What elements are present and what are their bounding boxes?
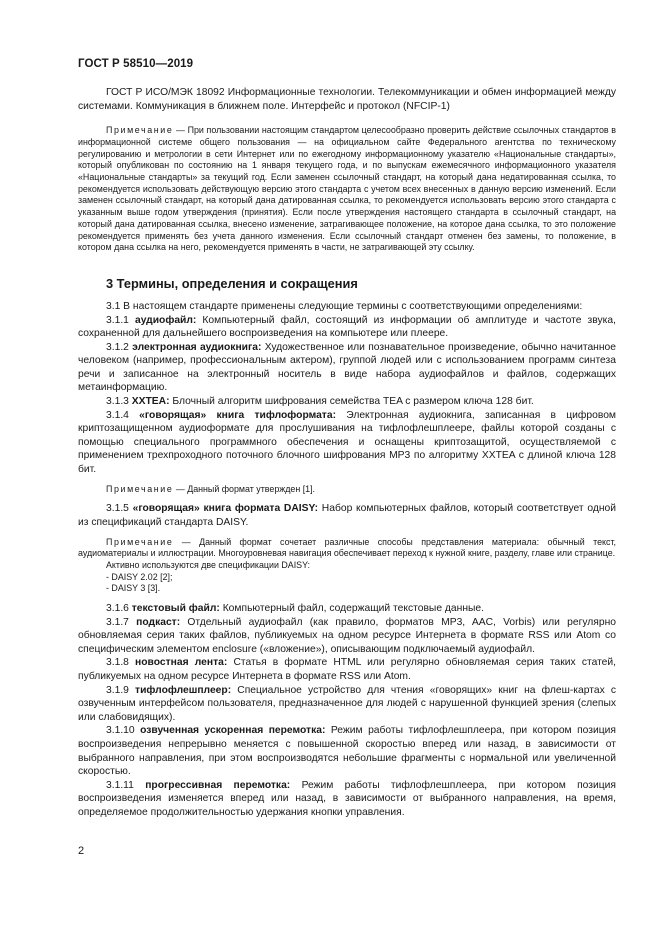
- term-number: 3.1.7: [106, 616, 137, 628]
- term-3-1-7: [78, 616, 616, 657]
- term-name: подкаст:: [136, 616, 181, 628]
- term-3-1-9: [78, 684, 616, 725]
- term-number: 3.1.11: [106, 779, 146, 791]
- section-title: 3 Термины, определения и сокращения: [106, 275, 358, 291]
- term-name: «говорящая» книга тифлоформата:: [139, 409, 337, 421]
- term-name: XXTEA:: [131, 396, 170, 408]
- term-definition: Блочный алгоритм шифрования семейства TEA с размером ключа 128 бит.: [169, 396, 534, 408]
- term-name: электронная аудиокнига:: [132, 341, 262, 353]
- note-text: При пользовании настоящим стандартом целесообразно проверить действие ссылочных стандартов в информационной системе общего пользования — на официальном сайте Федерального агентства по техническому регулированию и метрологии в сети Интернет или по ежегодному информационному указателю «Национальные стандарты», который опубликован по состоянию на 1 января текущего года, и по выпускам ежемесячного информационного указателя «Национальные стандарты» за текущий год. Если заменен ссылочный стандарт, на который дана недатированная ссылка, то рекомендуется использовать действующую версию этого стандарта с учетом всех внесенных в данную версию изменений. Если заменен ссылочный стандарт, на который дана датированная ссылка, то рекомендуется использовать версию этого стандарта с указанным выше годом утверждения (принятия). Если после утверждения настоящего стандарта в ссылочный стандарт, на который дана датированная ссылка, внесено изменение, затрагивающее положение, на которое дана ссылка, то это положение рекомендуется применять без учета данного изменения. Если ссылочный стандарт отменен без замены, то положение, в котором дана ссылка на него, рекомендуется применять в части, не затрагивающей эту ссылку.: [78, 125, 616, 253]
- term-definition: Художественное или познавательное произведение, обычно начитанное человеком (например, профессиональным актером), группой людей или с использованием программ синтеза речи и записанное на электронный носитель в виде набора аудиофайлов и файлов, содержащих метаинформацию.: [78, 341, 617, 394]
- term-3-1-11: [78, 779, 616, 820]
- daisy-list-item: - DAISY 3 [3].: [106, 583, 161, 594]
- term-definition: Набор компьютерных файлов, который соответствует одной из спецификаций стандарта DAISY.: [78, 503, 616, 528]
- page-content: [78, 86, 616, 820]
- term-name: аудиофайл:: [134, 314, 197, 326]
- term-number: 3.1.2: [106, 341, 133, 353]
- term-definition: Режим работы тифлофлешплеера, при котором позиция воспроизведения изменяется вперед или назад, в зависимости от выбранного направления, на время, определяемое продолжительностью удержания кнопки управления.: [78, 779, 616, 818]
- term-name: прогрессивная перемотка:: [145, 779, 291, 791]
- term-number: 3.1.5: [106, 503, 133, 515]
- term-definition: Электронная аудиокнига, записанная в цифровом криптозащищенном аудиоформате для прослушивания на тифлофлешплеере, файлы которой созданы с помощью специального программного обеспечения и оснащены криптозащитой, осуществляемой с применением трехпроходного поточного блочного шифрования MP3 по алгоритму XXTEA с длиной ключа 128 бит.: [78, 409, 617, 476]
- term-number: 3.1.3: [106, 396, 132, 408]
- term-3-1-5: [78, 502, 616, 529]
- term-name: текстовый файл:: [131, 603, 220, 615]
- term-number: 3.1.8: [106, 657, 136, 669]
- term-number: 3.1.4: [106, 409, 140, 421]
- note-label: Примечание: [106, 536, 174, 547]
- term-definition: Статья в формате HTML или регулярно обновляемая серия таких статей, публикуемых на одном ресурсе Интернета в формате RSS или Atom.: [78, 657, 617, 683]
- term-definition: Компьютерный файл, содержащий текстовые данные.: [219, 603, 485, 615]
- term-3-1-2: [78, 341, 616, 395]
- term-name: новостная лента:: [135, 657, 228, 669]
- term-3-1-8: [78, 656, 616, 683]
- note-label: Примечание: [106, 125, 174, 136]
- term-definition: Режим работы тифлофлешплеера, при котором позиция воспроизведения непрерывно меняется с повышенной скоростью вперед или назад, в зависимости от выбранного направления, при этом воспроизводятся небольшие фрагменты с нормальной или увеличенной скоростью.: [78, 725, 616, 778]
- daisy-list-intro: Активно используются две спецификации DAISY:: [106, 559, 310, 570]
- reference-paragraph: ГОСТ Р ИСО/МЭК 18092 Информационные технологии. Телекоммуникации и обмен информацией между системами. Коммуникация в ближнем поле. Интерфейс и протокол (NFCIP-1): [78, 87, 616, 112]
- term-number: 3.1.9: [106, 684, 136, 696]
- term-number: 3.1.6: [106, 603, 132, 615]
- term-3-1-3: [78, 395, 616, 409]
- term-3-1-1: [78, 314, 616, 341]
- term-definition: Компьютерный файл, состоящий из информации об амплитуде и частоте звука, сохраненной для дальнейшего воспроизведения на компьютере или плеере.: [78, 314, 616, 340]
- term-definition: Отдельный аудиофайл (как правило, форматов MP3, AAC, Vorbis) или регулярно обновляемая серия таких файлов, публикуемых на одном ресурсе Интернета в формате RSS или Atom со специфическим элементом enclosure («вложение»), описывающим подключаемый аудиофайл.: [78, 616, 617, 655]
- note-text: Данный формат утвержден [1].: [187, 483, 316, 494]
- term-name: «говорящая» книга формата DAISY:: [132, 503, 319, 515]
- term-number: 3.1.10: [106, 725, 141, 737]
- daisy-list-item: - DAISY 2.02 [2];: [106, 571, 173, 582]
- note-format: Примечание — Данный формат утвержден [1].: [106, 483, 316, 494]
- term-3-1-6: [78, 602, 616, 616]
- term-definition: Специальное устройство для чтения «говорящих» книг на флеш-картах с озвученным интерфейсом пользователя, предназначенное для людей с нарушенной функцией зрения (слепых или слабовидящих).: [78, 684, 617, 723]
- document-header: ГОСТ Р 58510—2019: [78, 58, 194, 70]
- section-intro: 3.1 В настоящем стандарте применены следующие термины с соответствующими определениями:: [106, 300, 583, 312]
- note-text: Данный формат сочетает различные способы представления материала: обычный текст, аудиоматериалы и иллюстрации. Многоуровневая навигация обеспечивает переход к нужной книге, разделу, главе или странице.: [78, 536, 616, 559]
- term-name: тифлофлешплеер:: [135, 684, 232, 696]
- term-number: 3.1.1: [106, 314, 135, 326]
- note-label: Примечание: [106, 483, 174, 494]
- term-name: озвученная ускоренная перемотка:: [140, 725, 326, 737]
- term-3-1-10: [78, 724, 616, 778]
- note-references: Примечание — При пользовании настоящим стандартом целесообразно проверить действие ссылочных стандартов в информационной системе общего пользования — на официальном сайте Федерального агентства по техническому регулированию и метрологии в сети Интернет или по ежегодному информационному указателю «Национальные стандарты», который опубликован по состоянию на 1 января текущего года, и по выпускам ежемесячного информационного указателя «Национальные стандарты» за текущий год. Если заменен ссылочный стандарт, на который дана недатированная ссылка, то рекомендуется использовать действующую версию этого стандарта с учетом всех внесенных в данную версию изменений. Если заменен ссылочный стандарт, на который дана датированная ссылка, то рекомендуется использовать версию этого стандарта с указанным выше годом утверждения (принятия). Если после утверждения настоящего стандарта в ссылочный стандарт, на который дана датированная ссылка, внесено изменение, затрагивающее положение, на которое дана ссылка, то это положение рекомендуется применять без учета данного изменения. Если ссылочный стандарт отменен без замены, то положение, в котором дана ссылка на него, рекомендуется применять в части, не затрагивающей эту ссылку.: [78, 125, 616, 253]
- term-3-1-4: [78, 409, 616, 477]
- note-daisy: Примечание — Данный формат сочетает различные способы представления материала: обычный текст, аудиоматериалы и иллюстрации. Многоуровневая навигация обеспечивает переход к нужной книге, разделу, главе или странице.: [78, 536, 616, 559]
- page-number: 2: [78, 845, 85, 857]
